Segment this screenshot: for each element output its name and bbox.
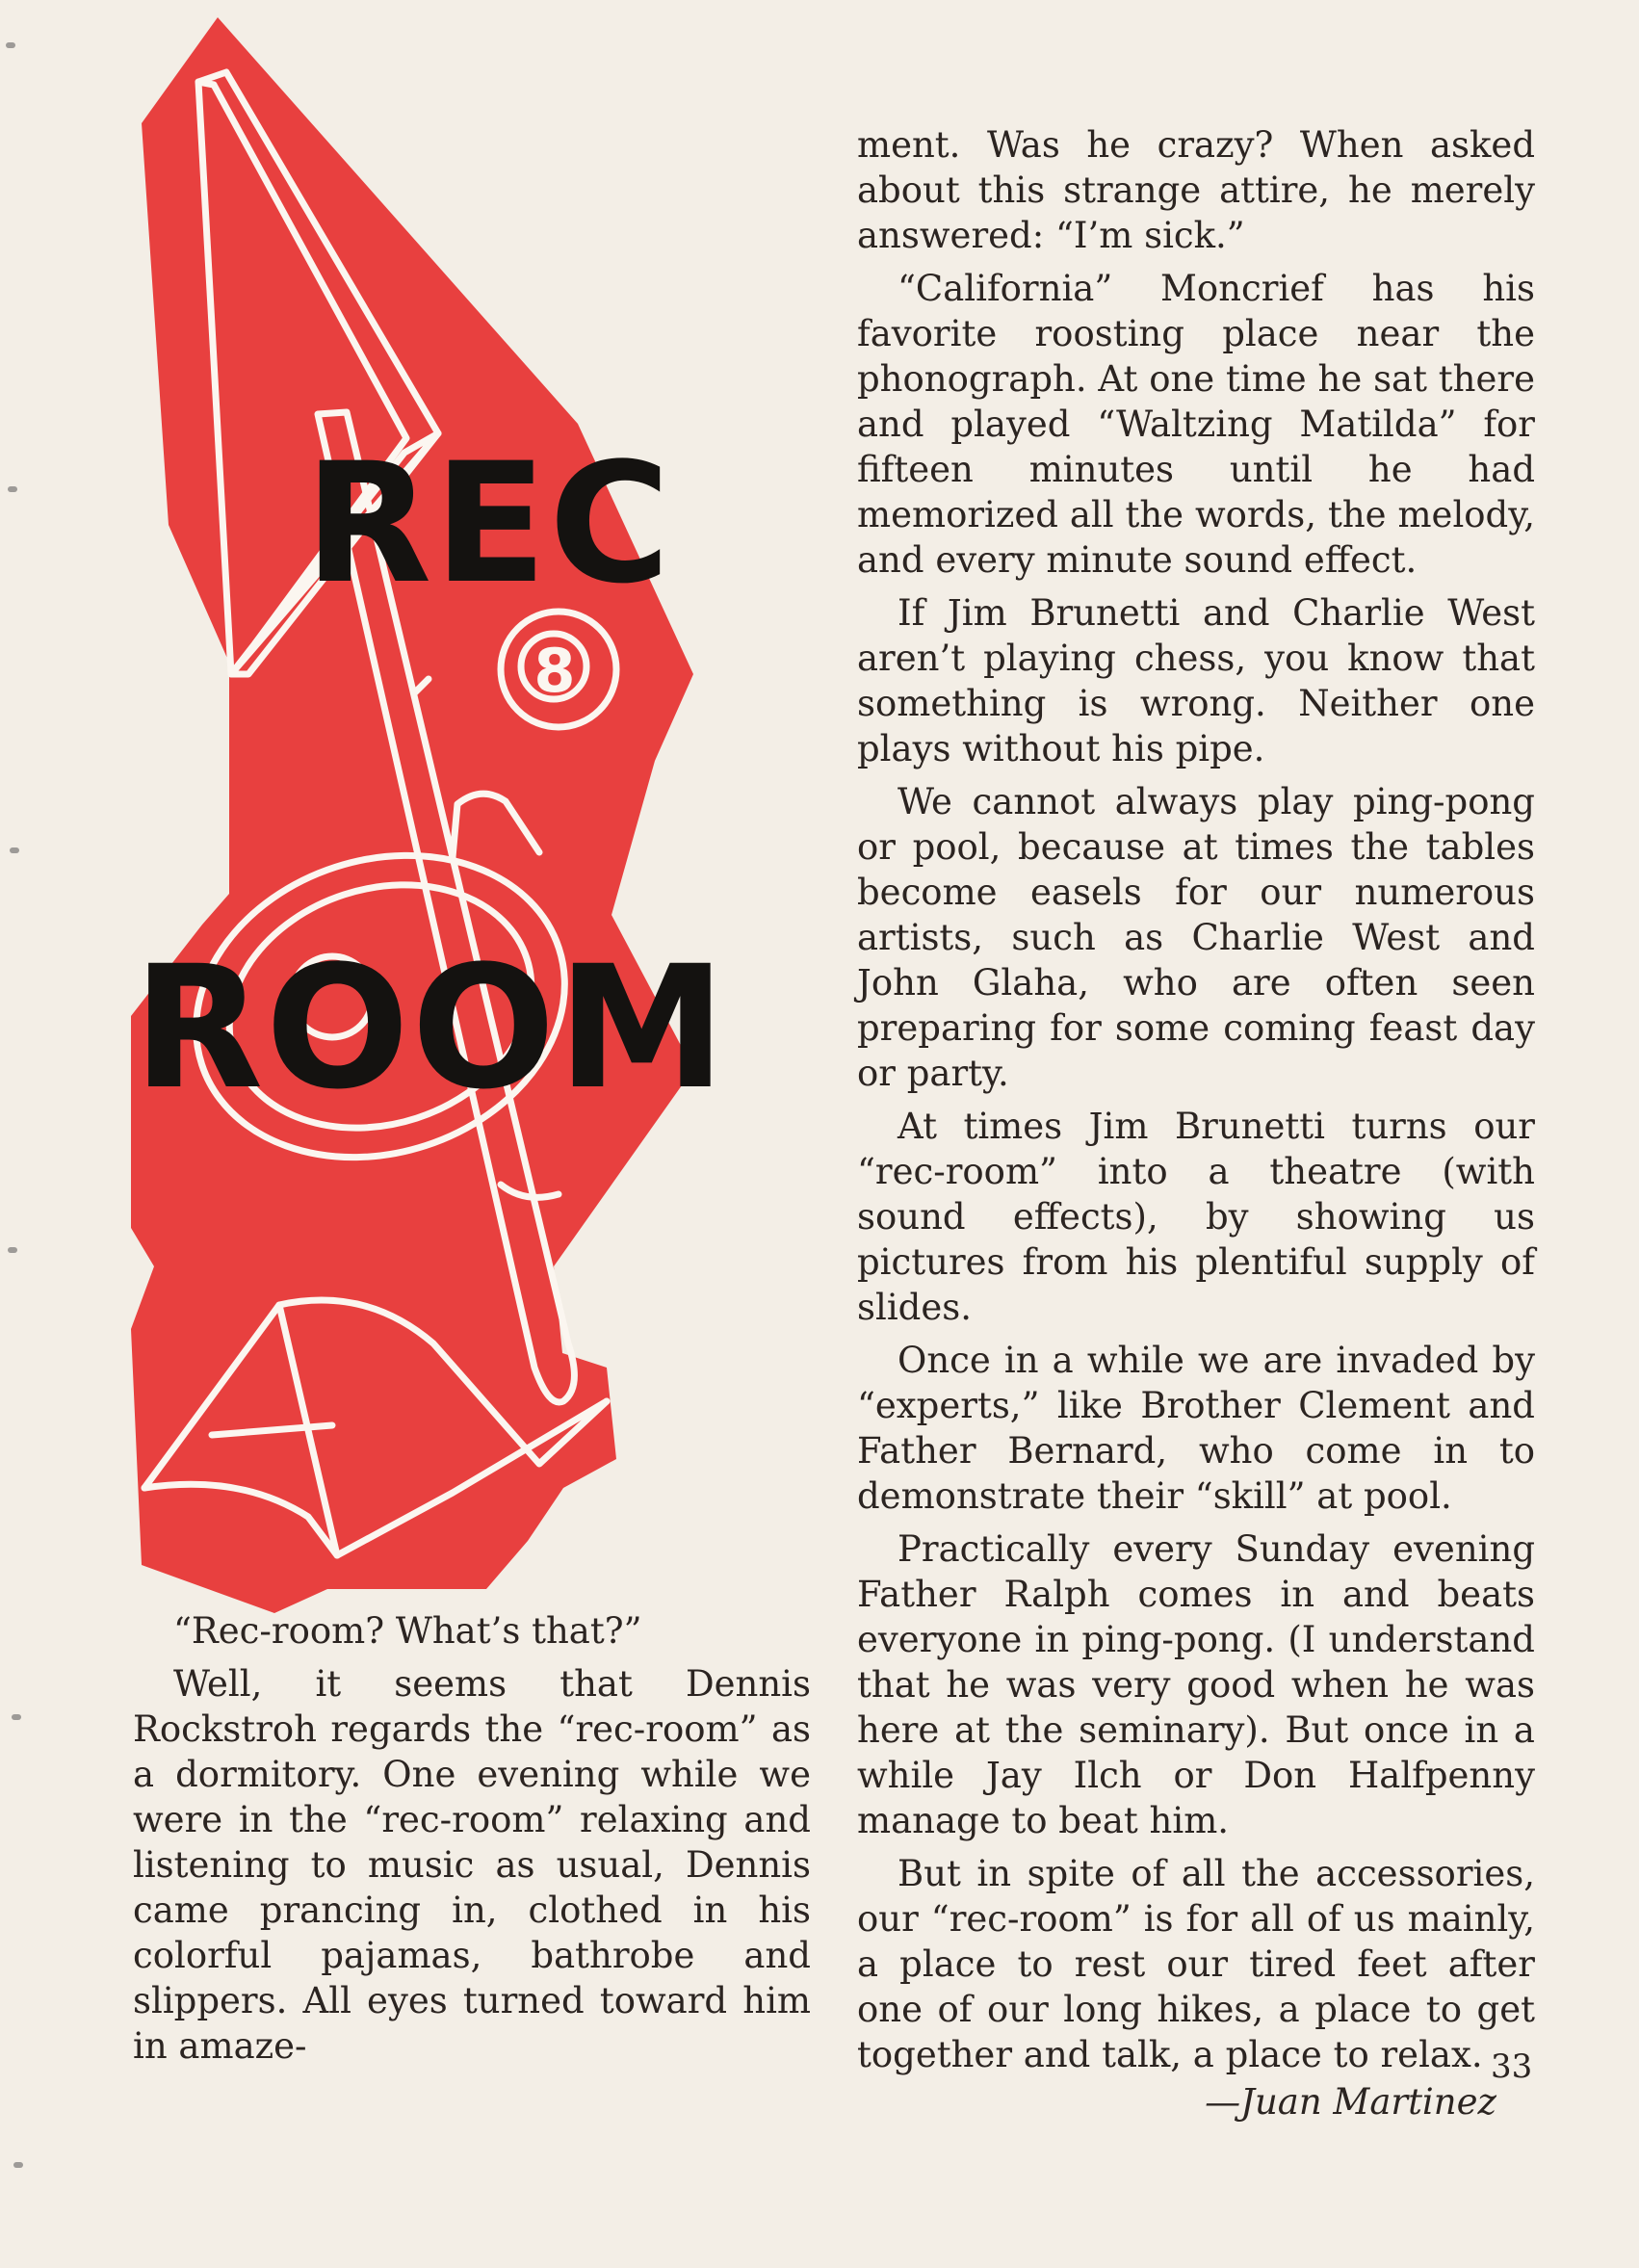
paragraph: “Rec-room? What’s that?” [173, 1610, 642, 1652]
page-number: 33 [1491, 2047, 1533, 2086]
title-line-rec: REC [304, 427, 673, 620]
right-text-column [857, 122, 1535, 2125]
eight-ball-number: 8 [533, 636, 576, 706]
paragraph: At times Jim Brunetti turns our “rec-room” into a theatre (with sound effects), by showing us pictures from his plentiful supply of slides. [857, 1106, 1535, 1328]
left-text-column [133, 1608, 811, 2069]
paragraph: Well, it seems that Dennis Rockstroh regards the “rec-room” as a dormitory. One evening while we were in the “rec-room” relaxing and listening to music as usual, Dennis came prancing in, clothed in his colorful pajamas, bathrobe and slippers. All eyes turned toward him in amaze- [133, 1663, 811, 2067]
paragraph: We cannot always play ping-pong or pool, because at times the tables become easels for our numerous artists, such as Charlie West and John Glaha, who are often seen preparing for some coming feast day or party. [857, 781, 1535, 1094]
paragraph: Once in a while we are invaded by “experts,” like Brother Clement and Father Bernard, who come in to demonstrate their “skill” at pool. [857, 1340, 1535, 1517]
paragraph: “California” Moncrief has his favorite roosting place near the phonograph. At one time he sat there and played “Waltzing Matilda” for fifteen minutes until he had memorized all the words, the melody, and every minute sound effect. [857, 268, 1535, 581]
paragraph: Practically every Sunday evening Father Ralph comes in and beats everyone in ping-pong. (I understand that he was very good when he was here at the seminary). But once in a while Jay Ilch or Don Halfpenny manage to beat him. [857, 1528, 1535, 1841]
paragraph: If Jim Brunetti and Charlie West aren’t playing chess, you know that something is wrong. Neither one plays without his pipe. [857, 592, 1535, 769]
author-signature: —Juan Martinez [1205, 2081, 1496, 2123]
paragraph-continuation: ment. Was he crazy? When asked about this strange attire, he merely answered: “I’m sick.” [857, 124, 1535, 256]
paragraph: But in spite of all the accessories, our “rec-room” is for all of us mainly, a place to rest our tired feet after one of our long hikes, a place to get together and talk, a place to relax. [857, 1853, 1535, 2075]
title-line-room: ROOM [133, 929, 728, 1127]
